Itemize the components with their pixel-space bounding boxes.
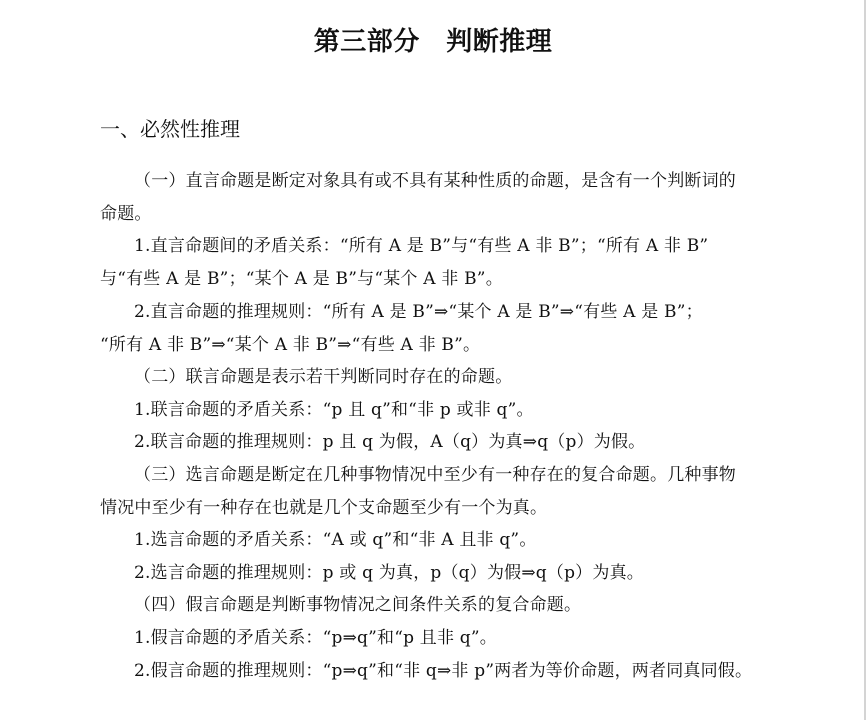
page-title: 第三部分 判断推理 [313, 27, 553, 57]
paragraph-line: 1.假言命题的矛盾关系：“p⇒q”和“p 且非 q”。 [134, 628, 497, 648]
paragraph-line: 情况中至少有一种存在也就是几个支命题至少有一个为真。 [100, 498, 548, 518]
section-heading: 一、必然性推理 [100, 117, 240, 141]
paragraph-line: （一）直言命题是断定对象具有或不具有某种性质的命题，是含有一个判断词的 [134, 171, 736, 191]
paragraph-line: “所有 A 非 B”⇒“某个 A 非 B”⇒“有些 A 非 B”。 [100, 335, 481, 355]
paragraph-line: 1.选言命题的矛盾关系：“A 或 q”和“非 A 且非 q”。 [134, 530, 537, 550]
paragraph-line: 2.假言命题的推理规则：“p⇒q”和“非 q⇒非 p”两者为等价命题，两者同真同假。 [134, 661, 753, 681]
paragraph-line: 1.联言命题的矛盾关系：“p 且 q”和“非 p 或非 q”。 [134, 400, 534, 420]
paragraph-line: 与“有些 A 是 B”；“某个 A 是 B”与“某个 A 非 B”。 [100, 269, 503, 289]
paragraph-line: 2.联言命题的推理规则：p 且 q 为假，A（q）为真⇒q（p）为假。 [134, 432, 646, 452]
paragraph-line: （三）选言命题是断定在几种事物情况中至少有一种存在的复合命题。几种事物 [134, 465, 736, 485]
paragraph-line: （二）联言命题是表示若干判断同时存在的命题。 [134, 367, 513, 387]
paragraph-line: 2.直言命题的推理规则：“所有 A 是 B”⇒“某个 A 是 B”⇒“有些 A 是 B”； [134, 302, 703, 322]
paragraph-line: （四）假言命题是判断事物情况之间条件关系的复合命题。 [134, 595, 582, 615]
paragraph-line: 命题。 [100, 204, 152, 224]
paragraph-line: 2.选言命题的推理规则：p 或 q 为真，p（q）为假⇒q（p）为真。 [134, 563, 644, 583]
paragraph-line: 1.直言命题间的矛盾关系：“所有 A 是 B”与“有些 A 非 B”；“所有 A 非 B” [134, 236, 709, 256]
